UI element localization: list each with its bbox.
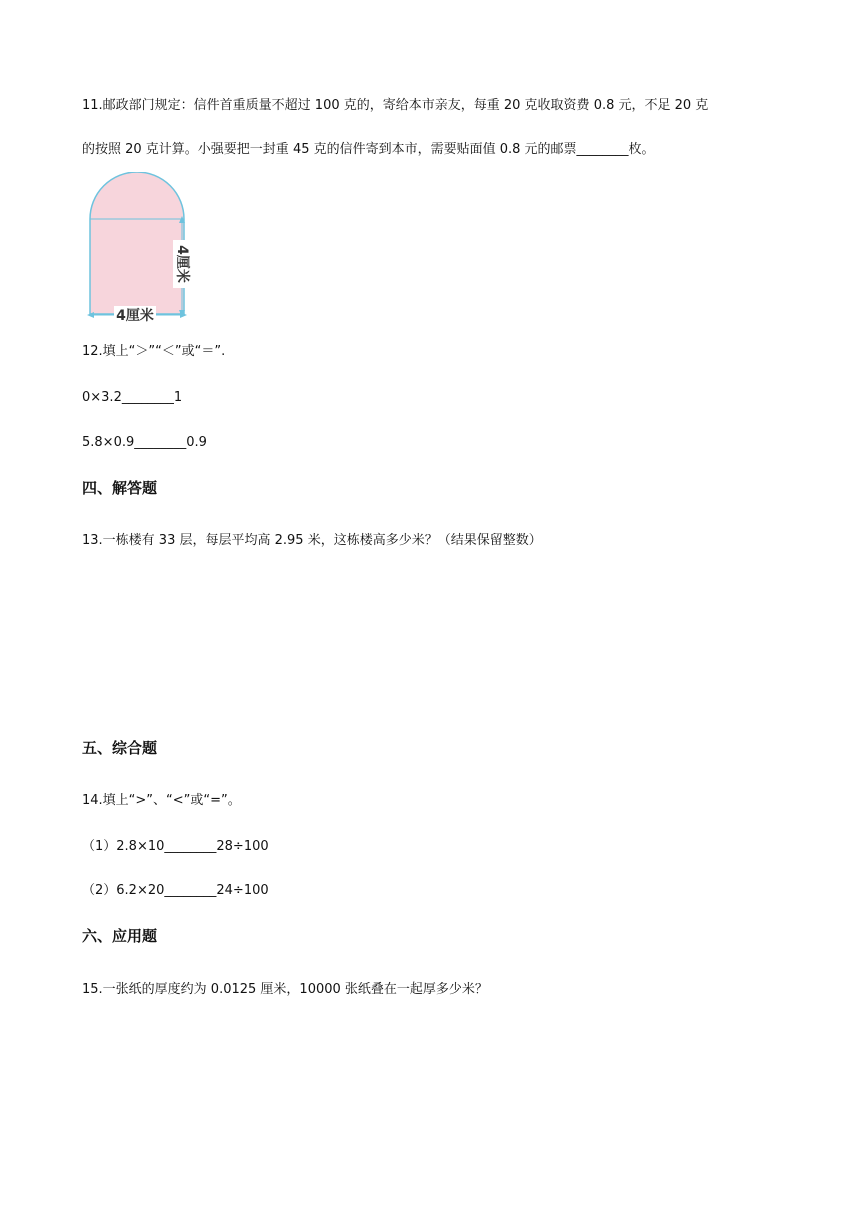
section6-heading: 六、应用题 [82,927,158,945]
q14-item2: （2）6.2×20________24÷100 [82,883,269,898]
section4-heading: 四、解答题 [82,479,158,497]
q11-figure [82,172,197,327]
q11-text-line2: 的按照 20 克计算。小强要把一封重 45 克的信件寄到本市，需要贴面值 0.8 元的邮票________枚。 [82,142,655,157]
arch-shape [90,172,184,314]
width-label: 4厘米 [116,308,154,324]
q12-item2: 5.8×0.9________0.9 [82,435,207,450]
q14-item1: （1）2.8×10________28÷100 [82,839,269,854]
section5-heading: 五、综合题 [82,739,158,757]
q11-text-line1: 11.邮政部门规定：信件首重质量不超过 100 克的，寄给本市亲友，每重 20 克收取资费 0.8 元，不足 20 克 [82,98,709,113]
q15-text: 15.一张纸的厚度约为 0.0125 厘米，10000 张纸叠在一起厚多少米？ [82,982,488,997]
arch-shape-diagram [82,172,197,327]
q12-item1: 0×3.2________1 [82,390,183,405]
q12-prompt: 12.填上“＞”“＜”或“＝”. [82,344,226,359]
q14-prompt: 14.填上“>”、“<”或“=”。 [82,793,241,808]
height-label: 4厘米 [174,245,190,283]
q13-text: 13.一栋楼有 33 层，每层平均高 2.95 米，这栋楼高多少米？（结果保留整数） [82,533,542,548]
